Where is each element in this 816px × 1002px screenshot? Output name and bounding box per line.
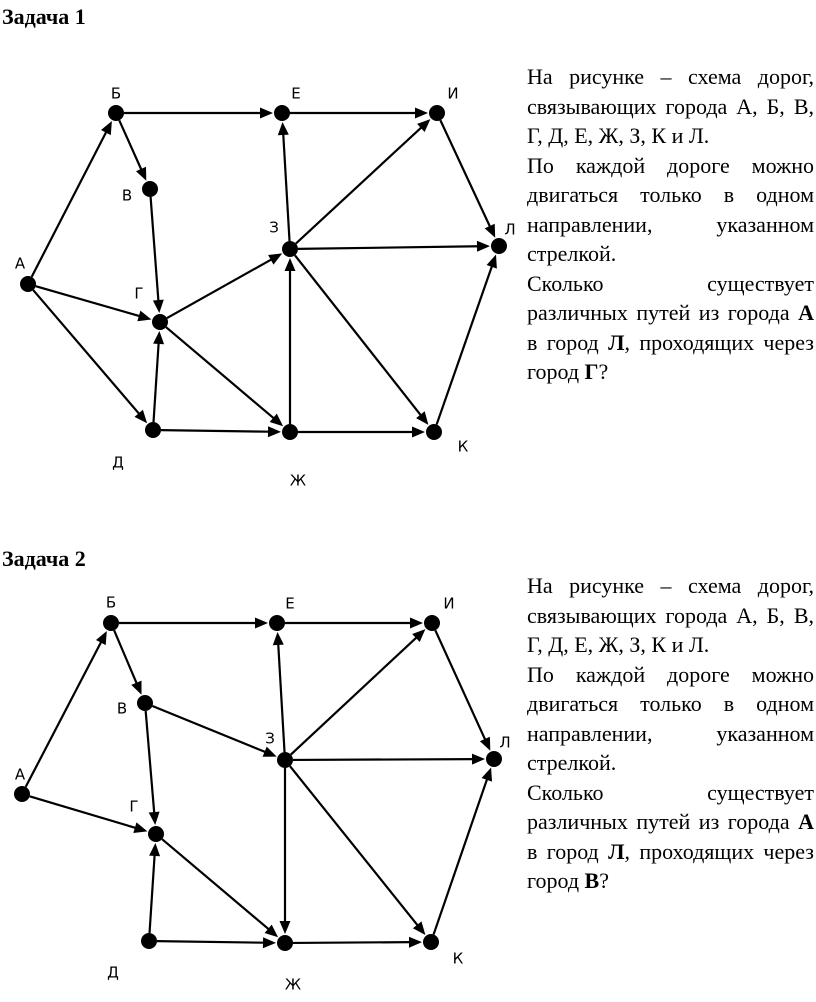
city-label-d: Д (107, 963, 119, 982)
arrow-head-icon (263, 747, 277, 757)
road-z-l (293, 754, 485, 765)
city-node-d (145, 422, 161, 438)
road-z-k (295, 255, 428, 425)
road-d-g (153, 331, 164, 422)
arrow-head-icon (472, 754, 485, 765)
task-1-to-city: Л (608, 329, 625, 355)
task-1-text (527, 62, 814, 387)
city-label-b: Б (105, 593, 117, 612)
road-z-l (298, 241, 490, 252)
arrow-head-icon (278, 122, 289, 135)
city-label-zh: Ж (284, 975, 302, 994)
city-node-k (426, 424, 442, 440)
task-2-text (527, 571, 814, 896)
task-2-graph (0, 510, 520, 1000)
arrow-head-icon (149, 843, 160, 856)
road-g-z (167, 253, 282, 318)
road-zh-z (285, 258, 296, 424)
task-2-via-city: В (584, 868, 600, 893)
city-node-l (491, 238, 507, 254)
city-node-a (20, 276, 36, 292)
task-1-question: Сколько существует различных путей из города А в город Л, проходящих через город Г? (527, 270, 814, 384)
road-i-l (440, 120, 495, 238)
city-node-e (274, 105, 290, 121)
road-zh-k (293, 937, 422, 948)
arrow-head-icon (263, 937, 276, 948)
arrow-head-icon (412, 427, 425, 438)
city-label-z: З (265, 729, 275, 748)
road-b-e (119, 618, 268, 629)
city-node-z (282, 241, 298, 257)
city-label-i: И (443, 594, 455, 613)
city-node-e (269, 615, 285, 631)
road-z-e (278, 122, 290, 241)
city-label-d: Д (112, 453, 124, 472)
arrow-head-icon (477, 241, 490, 252)
city-label-v: В (116, 699, 128, 718)
city-label-z: З (269, 218, 279, 237)
city-label-k: К (452, 949, 464, 968)
city-node-g (148, 826, 164, 842)
road-d-g (149, 843, 160, 933)
road-b-v (119, 120, 146, 180)
road-d-zh (161, 426, 281, 437)
task-1-from-city: А (798, 300, 814, 325)
arrow-head-icon (487, 255, 497, 269)
city-node-a (14, 786, 30, 802)
city-label-l: Л (504, 220, 516, 239)
task-2-question: Сколько существует различных путей из города А в город Л, проходящих через город В? (527, 779, 814, 893)
road-z-k (290, 766, 425, 935)
city-node-zh (282, 424, 298, 440)
arrow-head-icon (280, 921, 291, 934)
arrow-head-icon (273, 632, 284, 645)
road-v-g (146, 711, 160, 825)
city-label-a: А (14, 254, 26, 273)
city-node-k (423, 934, 439, 950)
road-v-g (151, 197, 164, 313)
city-node-l (486, 751, 502, 767)
arrow-head-icon (409, 937, 422, 948)
task-2-to-city: Л (608, 838, 625, 864)
road-d-zh (157, 937, 276, 948)
road-v-z (152, 706, 276, 757)
city-node-b (108, 105, 124, 121)
city-label-a: А (14, 765, 26, 784)
city-label-e: Е (285, 594, 295, 613)
road-b-e (124, 108, 273, 119)
city-label-v: В (121, 186, 133, 205)
road-k-l (434, 768, 492, 935)
road-b-v (114, 630, 141, 694)
arrow-head-icon (153, 300, 164, 313)
city-node-i (429, 105, 445, 121)
city-node-i (424, 615, 440, 631)
arrow-head-icon (133, 822, 147, 833)
road-e-i (290, 108, 428, 119)
task-1-graph (0, 0, 520, 500)
task-1-rule: По каждой дороге можно двигаться только в одном направлении, указанном стрелкой. (527, 152, 814, 266)
task-2-road-diagram (0, 510, 520, 1000)
task-1-description: На рисунке – схема дорог, связывающих города А, Б, В, Г, Д, Е, Ж, З, К и Л. (527, 64, 814, 148)
city-label-b: Б (110, 84, 122, 103)
road-z-i (291, 629, 426, 754)
city-label-e: Е (291, 84, 301, 103)
road-z-i (296, 119, 431, 243)
city-label-g: Г (129, 797, 139, 816)
city-label-l: Л (499, 733, 511, 752)
arrow-head-icon (268, 426, 281, 437)
arrow-head-icon (260, 108, 273, 119)
road-i-l (435, 630, 490, 751)
task-1-title: Задача 1 (2, 4, 86, 29)
city-node-z (277, 752, 293, 768)
road-a-b (26, 631, 107, 787)
city-node-g (152, 314, 168, 330)
city-node-d (141, 933, 157, 949)
arrow-head-icon (285, 258, 296, 271)
road-g-zh (162, 839, 278, 937)
city-node-b (103, 615, 119, 631)
city-node-v (142, 181, 158, 197)
city-label-zh: Ж (289, 471, 307, 490)
road-a-b (32, 121, 112, 277)
arrow-head-icon (149, 812, 160, 825)
task-2-from-city: А (798, 809, 814, 834)
road-g-zh (166, 327, 283, 426)
road-z-zh (280, 768, 291, 934)
arrow-head-icon (255, 618, 268, 629)
arrow-head-icon (482, 768, 492, 782)
road-k-l (437, 255, 497, 425)
city-label-i: И (447, 84, 459, 103)
arrow-head-icon (137, 311, 151, 322)
city-node-v (137, 695, 153, 711)
task-2-rule: По каждой дороге можно двигаться только в одном направлении, указанном стрелкой. (527, 661, 814, 775)
road-e-i (285, 618, 423, 629)
city-node-zh (277, 935, 293, 951)
arrow-head-icon (410, 618, 423, 629)
road-zh-k (298, 427, 425, 438)
road-a-d (33, 290, 147, 423)
task-2-description: На рисунке – схема дорог, связывающих города А, Б, В, Г, Д, Е, Ж, З, К и Л. (527, 573, 814, 657)
task-1-via-city: Г (584, 359, 599, 384)
task-2-title: Задача 2 (2, 546, 86, 571)
arrow-head-icon (415, 108, 428, 119)
arrow-head-icon (153, 331, 164, 344)
task-1-road-diagram (0, 0, 520, 500)
city-label-g: Г (134, 284, 144, 303)
city-label-k: К (457, 437, 469, 456)
